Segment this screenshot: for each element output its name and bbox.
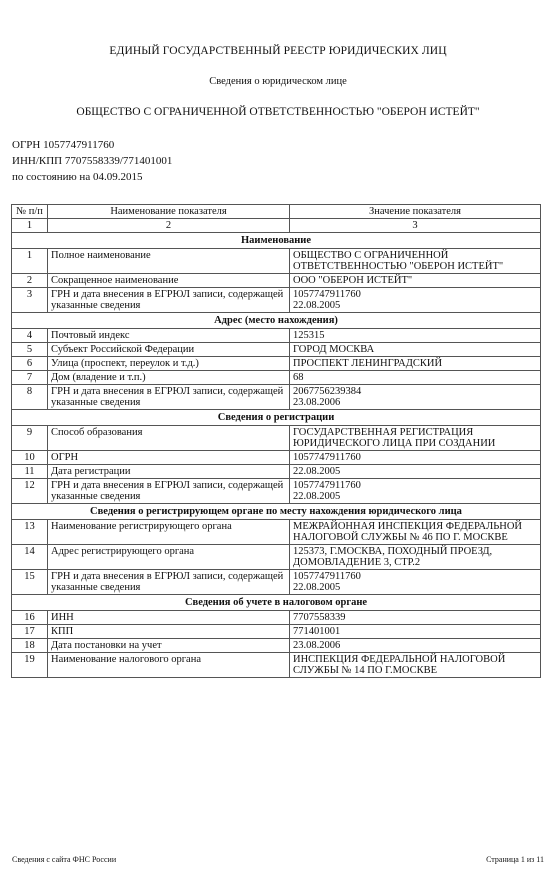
column-number-row: [12, 219, 541, 233]
table-row: [12, 465, 541, 479]
row-number: 6: [12, 357, 48, 371]
table-row: [12, 288, 541, 313]
row-number: 11: [12, 465, 48, 479]
row-indicator: Полное наименование: [48, 249, 290, 274]
row-number: 12: [12, 479, 48, 504]
row-number: 7: [12, 371, 48, 385]
row-value: ООО "ОБЕРОН ИСТЕЙТ": [290, 274, 541, 288]
row-number: 9: [12, 426, 48, 451]
row-number: 4: [12, 329, 48, 343]
section-header-row: [12, 410, 541, 426]
table-row: [12, 426, 541, 451]
section-header-row: [12, 595, 541, 611]
table-row: [12, 639, 541, 653]
table-header-row: [12, 205, 541, 219]
table-row: [12, 249, 541, 274]
row-value: 7707558339: [290, 611, 541, 625]
registration-meta: [12, 137, 172, 185]
table-row: [12, 451, 541, 465]
document-title: ЕДИНЫЙ ГОСУДАРСТВЕННЫЙ РЕЕСТР ЮРИДИЧЕСКИХ ЛИЦ: [109, 45, 447, 57]
as-of-date-line: по состоянию на 04.09.2015: [12, 171, 143, 183]
table-row: [12, 329, 541, 343]
table-row: [12, 625, 541, 639]
row-value: 22.08.2005: [290, 465, 541, 479]
inn-kpp-line: ИНН/КПП 7707558339/771401001: [12, 155, 173, 167]
row-indicator: Субъект Российской Федерации: [48, 343, 290, 357]
row-number: 14: [12, 545, 48, 570]
organization-name: ОБЩЕСТВО С ОГРАНИЧЕННОЙ ОТВЕТСТВЕННОСТЬЮ "ОБЕРОН ИСТЕЙТ": [76, 106, 480, 118]
row-value: 125373, Г.МОСКВА, ПОХОДНЫЙ ПРОЕЗД, ДОМОВЛАДЕНИЕ 3, СТР.2: [290, 545, 541, 570]
row-value: ПРОСПЕКТ ЛЕНИНГРАДСКИЙ: [290, 357, 541, 371]
table-row: [12, 545, 541, 570]
table-body: [12, 233, 541, 678]
table-row: [12, 357, 541, 371]
table-row: [12, 520, 541, 545]
row-indicator: Адрес регистрирующего органа: [48, 545, 290, 570]
row-value: 125315: [290, 329, 541, 343]
row-indicator: ГРН и дата внесения в ЕГРЮЛ записи, содержащей указанные сведения: [48, 479, 290, 504]
table-row: [12, 611, 541, 625]
row-value: 771401001: [290, 625, 541, 639]
egrul-table: [11, 204, 541, 678]
row-number: 3: [12, 288, 48, 313]
row-value: 1057747911760 22.08.2005: [290, 479, 541, 504]
row-number: 19: [12, 653, 48, 678]
row-number: 18: [12, 639, 48, 653]
row-number: 17: [12, 625, 48, 639]
section-title: Сведения об учете в налоговом органе: [12, 595, 541, 611]
header-indicator: Наименование показателя: [48, 205, 290, 219]
row-indicator: Дом (владение и т.п.): [48, 371, 290, 385]
table-row: [12, 274, 541, 288]
row-value: ОБЩЕСТВО С ОГРАНИЧЕННОЙ ОТВЕТСТВЕННОСТЬЮ "ОБЕРОН ИСТЕЙТ": [290, 249, 541, 274]
row-number: 5: [12, 343, 48, 357]
row-value: ГОРОД МОСКВА: [290, 343, 541, 357]
table-row: [12, 479, 541, 504]
row-value: 1057747911760 22.08.2005: [290, 288, 541, 313]
colnum-1: 1: [12, 219, 48, 233]
table-row: [12, 371, 541, 385]
row-value: 68: [290, 371, 541, 385]
row-indicator: ИНН: [48, 611, 290, 625]
section-header-row: [12, 504, 541, 520]
table-row: [12, 653, 541, 678]
row-value: 2067756239384 23.08.2006: [290, 385, 541, 410]
row-value: 1057747911760 22.08.2005: [290, 570, 541, 595]
row-indicator: Почтовый индекс: [48, 329, 290, 343]
section-title: Сведения о регистрации: [12, 410, 541, 426]
section-title: Сведения о регистрирующем органе по месту нахождения юридического лица: [12, 504, 541, 520]
row-indicator: ГРН и дата внесения в ЕГРЮЛ записи, содержащей указанные сведения: [48, 385, 290, 410]
section-title: Адрес (место нахождения): [12, 313, 541, 329]
footer-source: Сведения с сайта ФНС России: [12, 855, 117, 864]
row-number: 15: [12, 570, 48, 595]
row-number: 10: [12, 451, 48, 465]
table-row: [12, 385, 541, 410]
row-indicator: Наименование налогового органа: [48, 653, 290, 678]
colnum-3: 3: [290, 219, 541, 233]
row-indicator: Улица (проспект, переулок и т.д.): [48, 357, 290, 371]
row-value: МЕЖРАЙОННАЯ ИНСПЕКЦИЯ ФЕДЕРАЛЬНОЙ НАЛОГОВОЙ СЛУЖБЫ № 46 ПО Г. МОСКВЕ: [290, 520, 541, 545]
row-number: 13: [12, 520, 48, 545]
footer-page-number: Страница 1 из 11: [486, 855, 544, 864]
row-value: ГОСУДАРСТВЕННАЯ РЕГИСТРАЦИЯ ЮРИДИЧЕСКОГО ЛИЦА ПРИ СОЗДАНИИ: [290, 426, 541, 451]
row-value: 1057747911760: [290, 451, 541, 465]
header-value: Значение показателя: [290, 205, 541, 219]
row-number: 1: [12, 249, 48, 274]
row-indicator: Дата регистрации: [48, 465, 290, 479]
row-number: 8: [12, 385, 48, 410]
row-value: ИНСПЕКЦИЯ ФЕДЕРАЛЬНОЙ НАЛОГОВОЙ СЛУЖБЫ № 14 ПО Г.МОСКВЕ: [290, 653, 541, 678]
row-indicator: ГРН и дата внесения в ЕГРЮЛ записи, содержащей указанные сведения: [48, 570, 290, 595]
header-number: № п/п: [12, 205, 48, 219]
section-header-row: [12, 313, 541, 329]
table-row: [12, 343, 541, 357]
section-title: Наименование: [12, 233, 541, 249]
section-header-row: [12, 233, 541, 249]
row-indicator: Дата постановки на учет: [48, 639, 290, 653]
document-subtitle: Сведения о юридическом лице: [209, 76, 347, 87]
ogrn-line: ОГРН 1057747911760: [12, 139, 115, 151]
row-indicator: Наименование регистрирующего органа: [48, 520, 290, 545]
row-indicator: ГРН и дата внесения в ЕГРЮЛ записи, содержащей указанные сведения: [48, 288, 290, 313]
row-indicator: Способ образования: [48, 426, 290, 451]
row-indicator: ОГРН: [48, 451, 290, 465]
row-indicator: КПП: [48, 625, 290, 639]
row-number: 16: [12, 611, 48, 625]
colnum-2: 2: [48, 219, 290, 233]
row-number: 2: [12, 274, 48, 288]
row-value: 23.08.2006: [290, 639, 541, 653]
table-row: [12, 570, 541, 595]
row-indicator: Сокращенное наименование: [48, 274, 290, 288]
